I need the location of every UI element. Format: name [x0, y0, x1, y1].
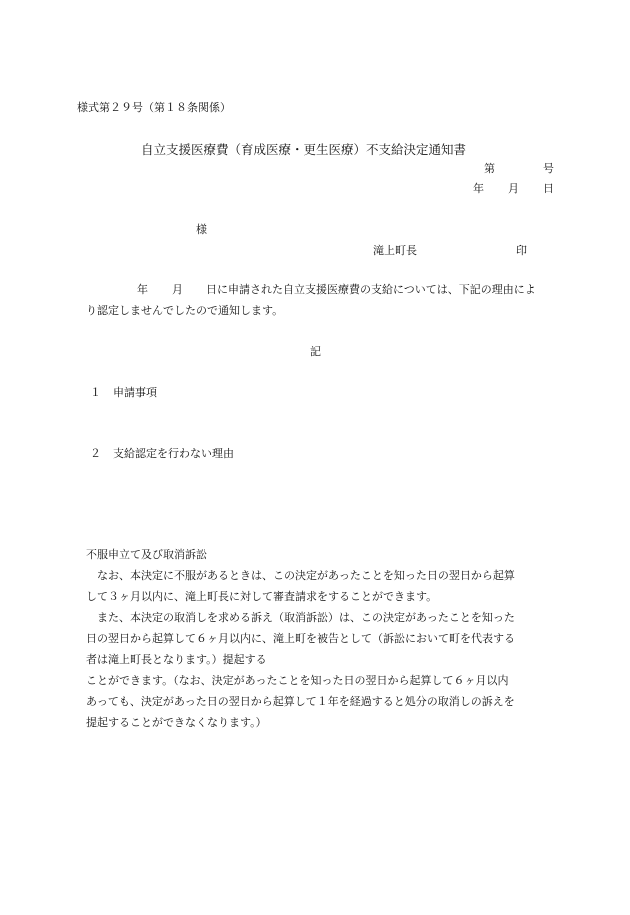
section-2-number: ２ — [90, 447, 101, 460]
appeal-line: 提起することができなくなります。） — [86, 716, 267, 729]
doc-number-prefix: 第 — [484, 162, 495, 175]
doc-number-suffix: 号 — [543, 162, 554, 175]
appeal-heading: 不服申立て及び取消訴訟 — [86, 548, 207, 561]
date-year: 年 — [473, 182, 484, 195]
addressee-honorific: 様 — [196, 223, 207, 236]
section-1-label: 申請事項 — [113, 386, 157, 399]
form-number: 様式第２９号（第１８条関係） — [77, 101, 231, 114]
appeal-line: あっても、決定があった日の翌日から起算して１年を経過すると処分の取消しの訴えを — [86, 695, 515, 708]
appeal-line: また、本決定の取消しを求める訴え（取消訴訟）は、この決定があったことを知った — [97, 611, 515, 624]
date-day: 日 — [543, 182, 554, 195]
issuer-name: 滝上町長 — [373, 244, 417, 257]
appeal-line: 日の翌日から起算して６ヶ月以内に、滝上町を被告として（訴訟において町を代表する — [86, 632, 515, 645]
date-month: 月 — [508, 182, 519, 195]
intro-line-1: 日に申請された自立支援医療費の支給については、下記の理由によ — [206, 283, 536, 296]
appeal-notice — [86, 565, 564, 733]
document-title: 自立支援医療費（育成医療・更生医療）不支給決定通知書 — [141, 142, 467, 157]
issuer-seal: 印 — [516, 244, 527, 257]
intro-line-2: り認定しませんでしたので通知します。 — [86, 304, 284, 317]
appeal-line: して３ヶ月以内に、滝上町長に対して審査請求をすることができます。 — [86, 590, 438, 603]
intro-year: 年 — [137, 283, 148, 296]
intro-month: 月 — [172, 283, 183, 296]
appeal-line: ことができます。（なお、決定があったことを知った日の翌日から起算して６ヶ月以内 — [86, 674, 509, 687]
section-2-label: 支給認定を行わない理由 — [113, 447, 234, 460]
appeal-line: なお、本決定に不服があるときは、この決定があったことを知った日の翌日から起算 — [97, 569, 515, 582]
section-1-number: １ — [90, 386, 101, 399]
appeal-line: 者は滝上町長となります。）提起する — [86, 653, 267, 666]
ki-heading: 記 — [310, 345, 321, 358]
